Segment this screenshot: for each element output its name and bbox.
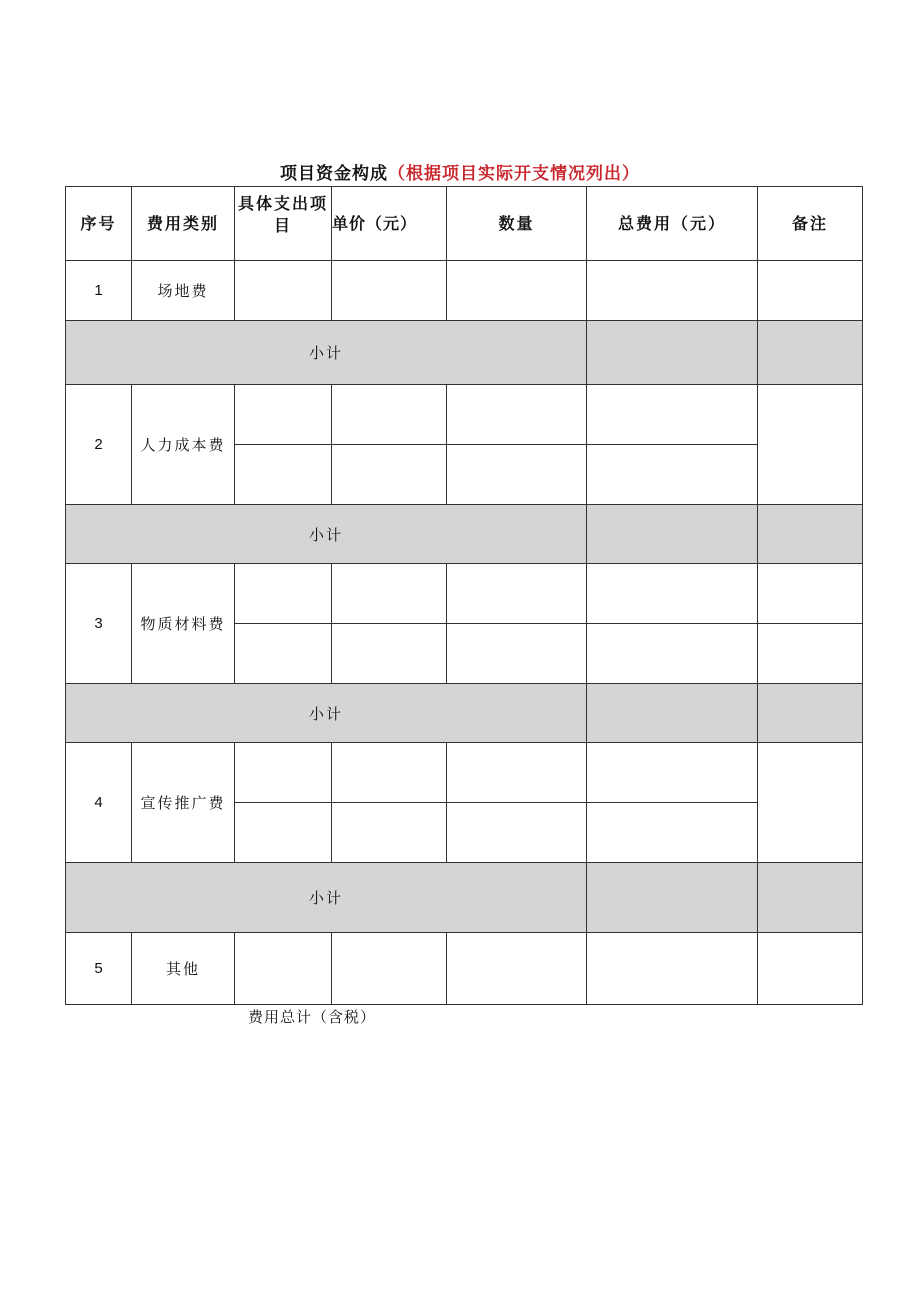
cell-unit-price[interactable] bbox=[332, 743, 447, 803]
cell-remark[interactable] bbox=[758, 261, 863, 321]
subtotal-label: 小计 bbox=[66, 321, 587, 385]
cell-quantity[interactable] bbox=[447, 803, 587, 863]
row-seq: 2 bbox=[66, 385, 132, 505]
cell-quantity[interactable] bbox=[447, 564, 587, 624]
cell-unit-price[interactable] bbox=[332, 385, 447, 445]
header-total-cost: 总费用（元） bbox=[587, 187, 758, 261]
header-remark: 备注 bbox=[758, 187, 863, 261]
cell-total-cost[interactable] bbox=[587, 933, 758, 1005]
cell-unit-price[interactable] bbox=[332, 564, 447, 624]
cell-quantity[interactable] bbox=[447, 385, 587, 445]
cell-total-cost[interactable] bbox=[587, 385, 758, 445]
cell-item[interactable] bbox=[235, 803, 332, 863]
cell-total-cost[interactable] bbox=[587, 564, 758, 624]
subtotal-remark[interactable] bbox=[758, 505, 863, 564]
header-category: 费用类别 bbox=[132, 187, 235, 261]
cell-unit-price[interactable] bbox=[332, 933, 447, 1005]
header-seq: 序号 bbox=[66, 187, 132, 261]
cell-item[interactable] bbox=[235, 624, 332, 684]
row-category: 人力成本费 bbox=[132, 385, 235, 505]
cell-item[interactable] bbox=[235, 261, 332, 321]
cell-remark[interactable] bbox=[758, 385, 863, 505]
table-row bbox=[66, 743, 863, 803]
subtotal-label: 小计 bbox=[66, 684, 587, 743]
subtotal-label: 小计 bbox=[66, 505, 587, 564]
cell-item[interactable] bbox=[235, 385, 332, 445]
cell-quantity[interactable] bbox=[447, 261, 587, 321]
cell-total-cost[interactable] bbox=[587, 743, 758, 803]
cell-remark[interactable] bbox=[758, 933, 863, 1005]
row-category: 场地费 bbox=[132, 261, 235, 321]
cell-unit-price[interactable] bbox=[332, 803, 447, 863]
cell-item[interactable] bbox=[235, 564, 332, 624]
cell-quantity[interactable] bbox=[447, 445, 587, 505]
table-row bbox=[66, 261, 863, 321]
page-title bbox=[0, 160, 920, 188]
cell-unit-price[interactable] bbox=[332, 624, 447, 684]
cell-item[interactable] bbox=[235, 743, 332, 803]
cell-item[interactable] bbox=[235, 933, 332, 1005]
subtotal-row bbox=[66, 684, 863, 743]
row-seq: 4 bbox=[66, 743, 132, 863]
cell-quantity[interactable] bbox=[447, 933, 587, 1005]
subtotal-row bbox=[66, 505, 863, 564]
row-seq: 1 bbox=[66, 261, 132, 321]
subtotal-remark[interactable] bbox=[758, 863, 863, 933]
subtotal-row bbox=[66, 321, 863, 385]
cell-unit-price[interactable] bbox=[332, 261, 447, 321]
row-category: 宣传推广费 bbox=[132, 743, 235, 863]
grand-total-label: 费用总计（含税） bbox=[248, 1008, 377, 1026]
cell-remark[interactable] bbox=[758, 624, 863, 684]
header-unit-price: 单价（元） bbox=[332, 187, 447, 261]
header-item: 具体支出项目 bbox=[235, 187, 332, 261]
row-seq: 5 bbox=[66, 933, 132, 1005]
subtotal-total-cost[interactable] bbox=[587, 505, 758, 564]
title-note: （根据项目实际开支情况列出） bbox=[388, 164, 640, 184]
cell-unit-price[interactable] bbox=[332, 445, 447, 505]
cell-quantity[interactable] bbox=[447, 624, 587, 684]
row-category: 物质材料费 bbox=[132, 564, 235, 684]
cell-total-cost[interactable] bbox=[587, 261, 758, 321]
subtotal-total-cost[interactable] bbox=[587, 684, 758, 743]
cell-total-cost[interactable] bbox=[587, 624, 758, 684]
table-header-row bbox=[66, 187, 863, 261]
header-quantity: 数量 bbox=[447, 187, 587, 261]
subtotal-label: 小计 bbox=[66, 863, 587, 933]
row-seq: 3 bbox=[66, 564, 132, 684]
budget-table bbox=[65, 186, 863, 1005]
table-row bbox=[66, 385, 863, 445]
table-row bbox=[66, 564, 863, 624]
subtotal-remark[interactable] bbox=[758, 684, 863, 743]
cell-remark[interactable] bbox=[758, 743, 863, 863]
subtotal-remark[interactable] bbox=[758, 321, 863, 385]
cell-quantity[interactable] bbox=[447, 743, 587, 803]
cell-total-cost[interactable] bbox=[587, 445, 758, 505]
subtotal-total-cost[interactable] bbox=[587, 321, 758, 385]
table-row bbox=[66, 933, 863, 1005]
cell-remark[interactable] bbox=[758, 564, 863, 624]
subtotal-row bbox=[66, 863, 863, 933]
cell-total-cost[interactable] bbox=[587, 803, 758, 863]
title-main: 项目资金构成 bbox=[280, 164, 388, 184]
subtotal-total-cost[interactable] bbox=[587, 863, 758, 933]
cell-item[interactable] bbox=[235, 445, 332, 505]
row-category: 其他 bbox=[132, 933, 235, 1005]
